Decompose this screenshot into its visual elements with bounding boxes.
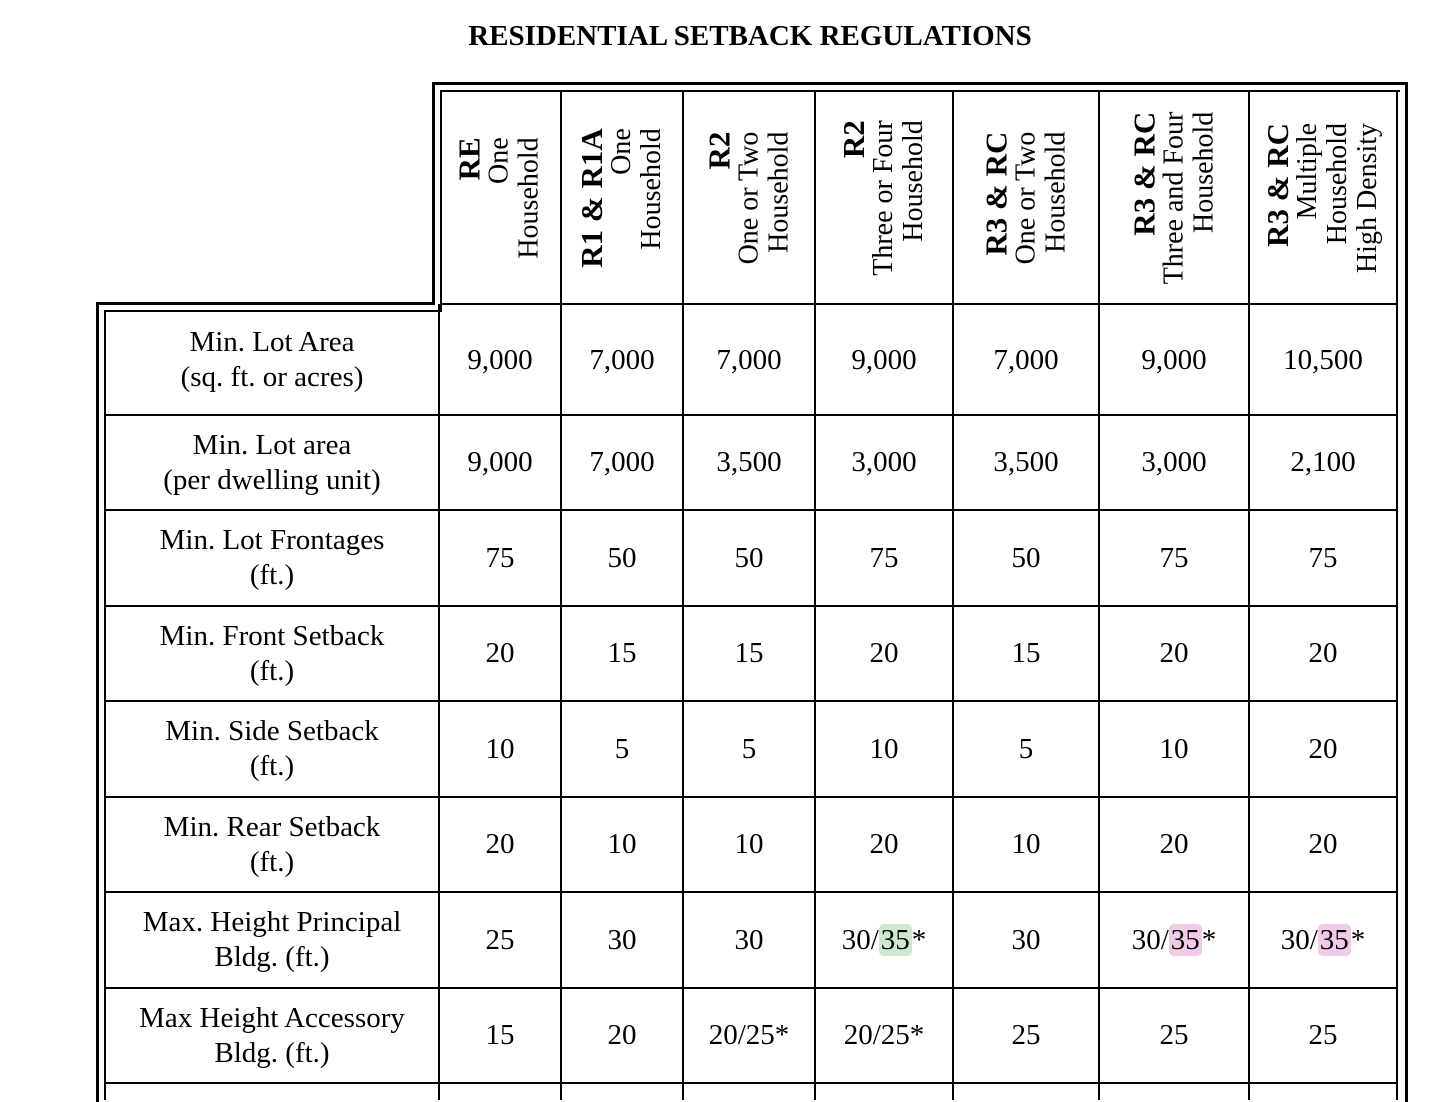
cell-value: 9,000 xyxy=(467,446,533,478)
cell-value: 20 xyxy=(485,637,515,669)
zone-description: One xyxy=(484,137,516,184)
frame-right-outer xyxy=(1405,82,1408,1102)
table-cell xyxy=(562,416,682,509)
row-label-line: Max Height Accessory xyxy=(139,1001,405,1034)
table-cell xyxy=(954,511,1098,605)
cell-value: 10,500 xyxy=(1283,343,1363,376)
cell-value: 75 xyxy=(1159,541,1189,574)
cell-value: 5 xyxy=(741,732,757,765)
cell-value: 5 xyxy=(1018,732,1034,765)
cell-value: 50 xyxy=(1011,541,1041,574)
table-cell xyxy=(816,893,952,987)
cell-value: 3,000 xyxy=(851,446,917,478)
row-label-line: (ft.) xyxy=(249,845,295,878)
cell-value: 25 xyxy=(485,923,515,956)
zone-description: Household xyxy=(1322,122,1354,245)
zone-code: R1 & R1A xyxy=(574,128,609,268)
zone-description: Three or Four xyxy=(868,120,900,276)
table-cell xyxy=(440,511,560,605)
table-cell xyxy=(816,798,952,891)
table-cell xyxy=(562,511,682,605)
table-cell xyxy=(440,798,560,891)
table-cell xyxy=(1250,607,1396,700)
table-cell xyxy=(816,306,952,414)
cell-value: 25 xyxy=(1308,1019,1338,1051)
table-cell xyxy=(1100,416,1248,509)
row-label xyxy=(106,798,438,891)
row-label xyxy=(106,607,438,700)
zone-description: Household xyxy=(1040,131,1071,253)
table-cell xyxy=(816,416,952,509)
table-cell xyxy=(562,306,682,414)
highlight-mark: 35 xyxy=(1170,923,1200,956)
cell-value: 50 xyxy=(607,541,637,574)
row-label-line: Min. Lot area xyxy=(192,428,352,461)
cell-value: 10 xyxy=(607,828,637,860)
row-label-line: (ft.) xyxy=(249,654,295,687)
table-cell xyxy=(816,989,952,1082)
cell-value: 15 xyxy=(734,637,764,669)
row-label xyxy=(106,989,438,1082)
cell-value: 75 xyxy=(869,541,899,574)
cell-value: 9,000 xyxy=(1141,343,1207,376)
zone-code: R2 xyxy=(701,131,736,170)
cell-value: 20 xyxy=(1308,732,1338,765)
column-header-text xyxy=(978,131,1071,265)
cell-value: 15 xyxy=(485,1019,515,1051)
table-cell xyxy=(954,306,1098,414)
zone-code: RE xyxy=(452,137,488,181)
table-cell xyxy=(684,798,814,891)
table-cell xyxy=(440,702,560,796)
cell-value: 30 xyxy=(1011,923,1041,956)
cell-value: 10 xyxy=(734,828,764,860)
row-label-line: Min. Lot Frontages xyxy=(159,524,385,556)
highlight-mark: 35 xyxy=(1319,923,1349,956)
cell-value: 3,500 xyxy=(993,446,1059,478)
table-cell xyxy=(1100,511,1248,605)
row-label-line: (ft.) xyxy=(249,559,295,591)
table-cell xyxy=(684,893,814,987)
zone-description: Household xyxy=(898,120,930,242)
zone-description: Household xyxy=(1188,111,1220,234)
column-header-text xyxy=(452,137,546,259)
zone-description: Household xyxy=(763,131,794,253)
column-header xyxy=(684,92,814,304)
zone-description: High Density xyxy=(1352,122,1384,274)
table-cell xyxy=(1250,306,1396,414)
row-label-line: Bldg. (ft.) xyxy=(214,941,330,973)
cell-value: 20 xyxy=(1308,828,1338,860)
cell-value: 30/35* xyxy=(1131,923,1217,956)
row-label xyxy=(106,511,438,605)
cell-value: 75 xyxy=(1308,541,1338,574)
table-cell xyxy=(954,798,1098,891)
column-header xyxy=(954,92,1098,304)
cell-value: 30/35* xyxy=(1280,923,1366,956)
zone-code: R3 & RC xyxy=(978,131,1013,256)
table-cell xyxy=(1100,306,1248,414)
cell-value: 20 xyxy=(869,637,899,669)
cell-value: 20 xyxy=(485,828,515,860)
zone-description: One xyxy=(606,128,637,175)
column-header-text xyxy=(574,128,667,268)
zone-description: One or Two xyxy=(1010,131,1041,265)
cell-value: 50 xyxy=(734,541,764,574)
zone-description: Household xyxy=(636,128,667,250)
cell-value: 75 xyxy=(485,541,515,574)
cell-value: 5 xyxy=(614,732,630,765)
column-header-text xyxy=(836,120,930,276)
table-cell xyxy=(1100,798,1248,891)
zone-description: Multiple xyxy=(1292,122,1324,220)
cell-value: 10 xyxy=(485,732,515,765)
table-cell xyxy=(954,989,1098,1082)
cell-value: 20 xyxy=(1159,637,1189,669)
cell-value: 7,000 xyxy=(589,343,655,376)
row-label-line: (per dwelling unit) xyxy=(163,463,381,496)
row-label xyxy=(106,306,438,414)
frame-right-inner xyxy=(1396,90,1398,1100)
cell-value: 20 xyxy=(869,828,899,860)
table-cell xyxy=(684,702,814,796)
table-cell xyxy=(440,607,560,700)
column-header xyxy=(1250,92,1396,304)
table-cell xyxy=(1250,511,1396,605)
row-label xyxy=(106,702,438,796)
cell-value: 15 xyxy=(607,637,637,669)
column-header-text xyxy=(1126,111,1220,285)
cell-value: 7,000 xyxy=(589,446,655,478)
table-cell xyxy=(684,607,814,700)
cell-value: 30/35* xyxy=(841,923,927,956)
row-label-line: Bldg. (ft.) xyxy=(214,1036,330,1069)
cell-value: 15 xyxy=(1011,637,1041,669)
row-label-line: Max. Height Principal xyxy=(142,906,402,938)
row-label-line: Min. Rear Setback xyxy=(163,810,381,843)
row-separator xyxy=(104,1082,1398,1084)
cell-value: 9,000 xyxy=(851,343,917,376)
frame-step-outer xyxy=(96,302,435,305)
cell-value: 20 xyxy=(1159,828,1189,860)
cell-value: 20 xyxy=(1308,637,1338,669)
table-cell xyxy=(1100,989,1248,1082)
table-cell xyxy=(562,607,682,700)
table-cell xyxy=(816,511,952,605)
table-cell xyxy=(1250,893,1396,987)
cell-value: 20/25* xyxy=(708,1019,790,1051)
row-label xyxy=(106,893,438,987)
table-cell xyxy=(562,989,682,1082)
zone-description: One or Two xyxy=(733,131,764,265)
column-header-text xyxy=(701,131,794,265)
page-title: RESIDENTIAL SETBACK REGULATIONS xyxy=(468,20,1032,52)
table-cell xyxy=(816,607,952,700)
table-cell xyxy=(440,306,560,414)
table-cell xyxy=(1100,893,1248,987)
row-label-line: (ft.) xyxy=(249,750,295,782)
table-cell xyxy=(1250,798,1396,891)
column-header xyxy=(562,92,682,304)
table-cell xyxy=(562,702,682,796)
table-cell xyxy=(684,416,814,509)
table-cell xyxy=(954,416,1098,509)
zone-code: R2 xyxy=(836,120,872,159)
table-cell xyxy=(1100,607,1248,700)
cell-value: 25 xyxy=(1159,1019,1189,1051)
row-label xyxy=(106,416,438,509)
cell-value: 30 xyxy=(607,923,637,956)
cell-value: 7,000 xyxy=(993,343,1059,376)
table-cell xyxy=(440,893,560,987)
cell-value: 20 xyxy=(607,1019,637,1051)
table-cell xyxy=(816,702,952,796)
zone-code: R3 & RC xyxy=(1126,111,1162,236)
table-cell xyxy=(1250,416,1396,509)
table-cell xyxy=(562,798,682,891)
cell-value: 25 xyxy=(1011,1019,1041,1051)
row-label-line: Min. Lot Area xyxy=(189,326,355,358)
column-header xyxy=(440,92,560,304)
cell-value: 2,100 xyxy=(1290,446,1356,478)
cell-value: 3,500 xyxy=(716,446,782,478)
column-header-text xyxy=(1260,122,1384,274)
table-cell xyxy=(562,893,682,987)
table-cell xyxy=(440,416,560,509)
highlight-mark: 35 xyxy=(880,923,910,956)
table-cell xyxy=(684,511,814,605)
frame-left-outer xyxy=(96,302,99,1102)
column-header xyxy=(816,92,952,304)
column-header xyxy=(1100,92,1248,304)
row-label-line: Min. Front Setback xyxy=(159,619,385,652)
cell-value: 10 xyxy=(1159,732,1189,765)
zone-description: Household xyxy=(514,137,546,259)
cell-value: 3,000 xyxy=(1141,446,1207,478)
table-cell xyxy=(684,989,814,1082)
cell-value: 9,000 xyxy=(467,343,533,376)
table-cell xyxy=(1100,702,1248,796)
cell-value: 10 xyxy=(1011,828,1041,860)
cell-value: 20/25* xyxy=(843,1019,925,1051)
cell-value: 10 xyxy=(869,732,899,765)
cell-value: 7,000 xyxy=(716,343,782,376)
table-cell xyxy=(1250,702,1396,796)
table-cell xyxy=(1250,989,1396,1082)
table-cell xyxy=(684,306,814,414)
zone-code: R3 & RC xyxy=(1260,122,1296,247)
frame-top-outer xyxy=(432,82,1408,85)
zone-description: Three and Four xyxy=(1158,111,1190,285)
row-label-line: (sq. ft. or acres) xyxy=(180,361,364,393)
table-cell xyxy=(440,989,560,1082)
row-label-line: Min. Side Setback xyxy=(165,715,379,747)
cell-value: 30 xyxy=(734,923,764,956)
frame-header-left-outer xyxy=(432,82,435,304)
table-cell xyxy=(954,607,1098,700)
table-cell xyxy=(954,893,1098,987)
table-cell xyxy=(954,702,1098,796)
